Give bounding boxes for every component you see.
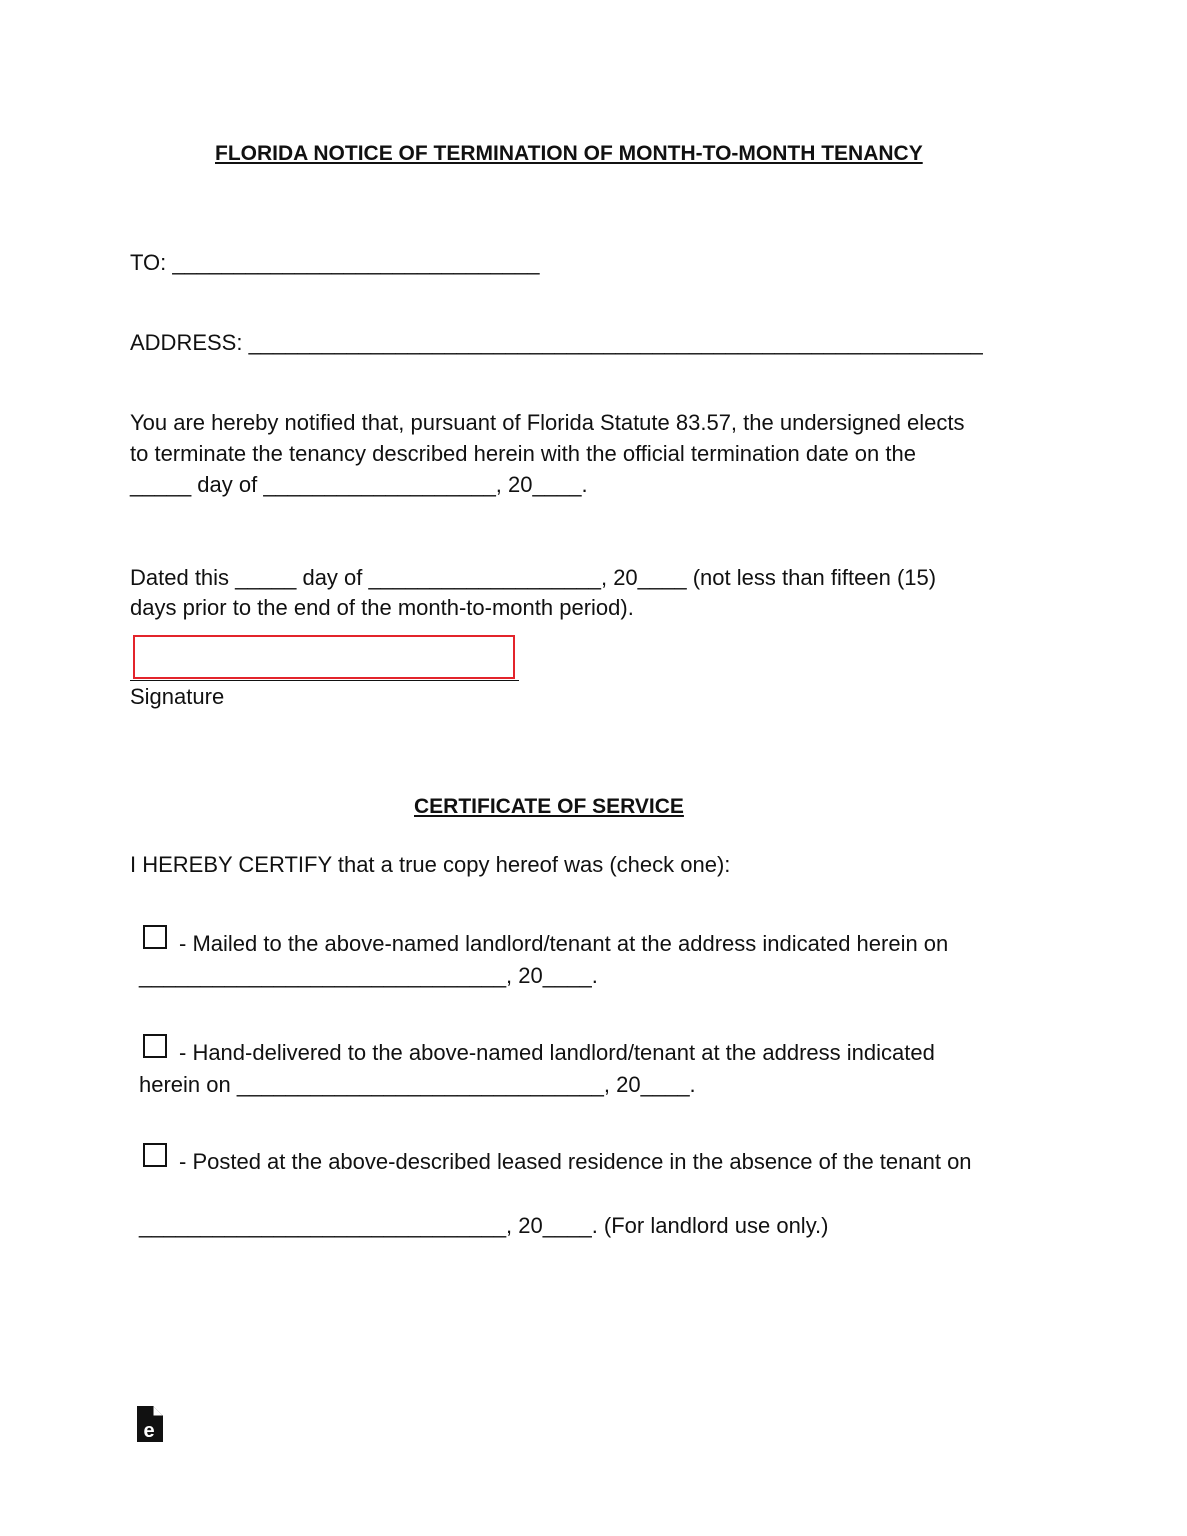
hand-delivered-checkbox[interactable] bbox=[143, 1034, 167, 1058]
document-title: FLORIDA NOTICE OF TERMINATION OF MONTH-TO-MONTH TENANCY bbox=[215, 142, 923, 165]
mailed-checkbox[interactable] bbox=[143, 925, 167, 949]
notice-line-2: to terminate the tenancy described herein with the official termination date on the bbox=[130, 441, 916, 466]
posted-option-line-1: - Posted at the above-described leased residence in the absence of the tenant on bbox=[179, 1149, 972, 1174]
certificate-title: CERTIFICATE OF SERVICE bbox=[414, 795, 684, 818]
logo-letter: e bbox=[143, 1420, 155, 1442]
posted-option-date-field[interactable]: ______________________________, 20____. (For landlord use only.) bbox=[139, 1213, 829, 1238]
to-field[interactable]: TO: ______________________________ bbox=[130, 250, 540, 275]
dated-line-2: days prior to the end of the month-to-month period). bbox=[130, 595, 634, 620]
signature-line bbox=[130, 680, 519, 681]
address-field[interactable]: ADDRESS: ____________________________________________________________ bbox=[130, 330, 983, 355]
document-e-icon bbox=[136, 1405, 164, 1443]
notice-line-1: You are hereby notified that, pursuant of Florida Statute 83.57, the undersigned elects bbox=[130, 410, 965, 435]
mailed-option-date-field[interactable]: ______________________________, 20____. bbox=[139, 963, 598, 988]
certificate-intro: I HEREBY CERTIFY that a true copy hereof was (check one): bbox=[130, 852, 731, 877]
hand-delivered-option-date-field[interactable]: herein on ______________________________, 20____. bbox=[139, 1072, 696, 1097]
signature-field[interactable] bbox=[133, 635, 515, 679]
mailed-option-line-1: - Mailed to the above-named landlord/tenant at the address indicated herein on bbox=[179, 931, 949, 956]
dated-line-1[interactable]: Dated this _____ day of ___________________, 20____ (not less than fifteen (15) bbox=[130, 565, 937, 590]
hand-delivered-option-line-1: - Hand-delivered to the above-named landlord/tenant at the address indicated bbox=[179, 1040, 935, 1065]
notice-line-3-termination-date[interactable]: _____ day of ___________________, 20____. bbox=[130, 472, 588, 497]
posted-checkbox[interactable] bbox=[143, 1143, 167, 1167]
signature-label: Signature bbox=[130, 684, 225, 709]
